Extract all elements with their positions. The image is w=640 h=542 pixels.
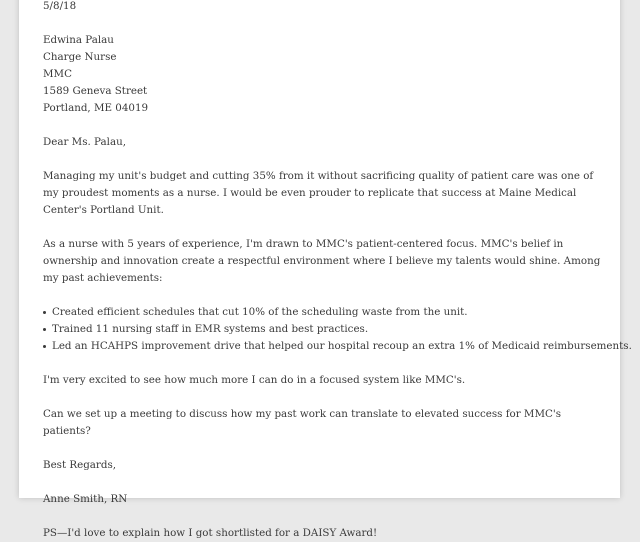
- recipient-organization: MMC: [43, 68, 72, 80]
- paragraph-budget: Managing my unit's budget and cutting 35% from it without sacrificing quality of patient care was one of my proudest moments as a nurse. I would be even prouder to replicate that success at Maine Medical Center's Portland Unit.: [43, 170, 594, 216]
- achievements-list: [43, 304, 632, 355]
- closing: Best Regards,: [43, 459, 117, 471]
- achievement-item: Trained 11 nursing staff in EMR systems and best practices.: [43, 321, 603, 338]
- signature: Anne Smith, RN: [43, 493, 128, 505]
- letter-date: 5/8/18: [43, 0, 77, 12]
- recipient-street: 1589 Geneva Street: [43, 85, 148, 97]
- letter-page: [19, 0, 632, 539]
- recipient-block: [43, 32, 603, 117]
- letter-body: [43, 0, 632, 542]
- recipient-city-state-zip: Portland, ME 04019: [43, 102, 149, 114]
- paragraph-excited: I'm very excited to see how much more I can do in a focused system like MMC's.: [43, 374, 466, 386]
- recipient-name: Edwina Palau: [43, 34, 114, 46]
- salutation: Dear Ms. Palau,: [43, 136, 126, 148]
- achievement-item: Led an HCAHPS improvement drive that helped our hospital recoup an extra 1% of Medicaid reimbursements.: [43, 338, 603, 355]
- recipient-title: Charge Nurse: [43, 51, 117, 63]
- paragraph-experience: As a nurse with 5 years of experience, I'm drawn to MMC's patient-centered focus. MMC's belief in ownership and innovation create a respectful environment where I believe my talents would shine. Among my past achievements:: [43, 238, 601, 284]
- achievement-item: Created efficient schedules that cut 10% of the scheduling waste from the unit.: [43, 304, 603, 321]
- postscript: PS—I'd love to explain how I got shortlisted for a DAISY Award!: [43, 527, 378, 539]
- paragraph-meeting: Can we set up a meeting to discuss how my past work can translate to elevated success for MMC's patients?: [43, 408, 562, 437]
